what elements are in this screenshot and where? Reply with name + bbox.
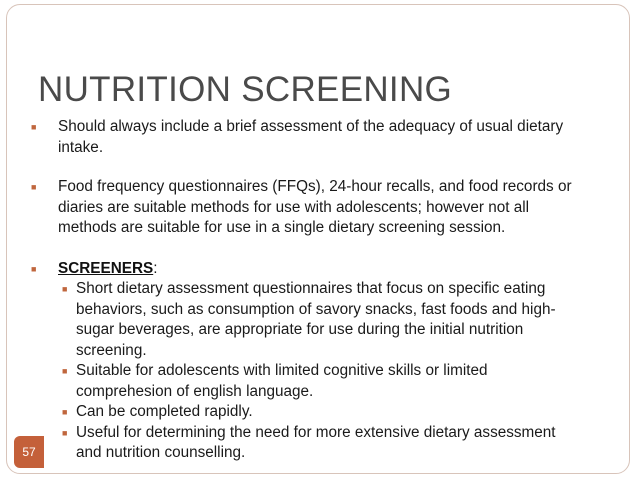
bullet-icon: ■: [62, 284, 68, 294]
sub-bullet-item: ■ Short dietary assessment questionnaires that focus on specific eating behaviors, such as consumption of savory snacks, fast foods and high- sugar beverages, are appropriate for use during the initial nutrition screening.: [62, 280, 556, 359]
bullet-item-screeners: ■ SCREENERS:: [28, 259, 608, 280]
bullet-icon: ■: [31, 122, 37, 132]
sub-bullet-item: ■ Useful for determining the need for more extensive dietary assessment and nutrition counselling.: [62, 423, 556, 461]
slide-title: NUTRITION SCREENING: [38, 70, 453, 109]
screeners-heading: SCREENERS: [58, 259, 154, 277]
bullet-icon: ■: [31, 263, 37, 274]
sub-bullet-item: ■ Can be completed rapidly.: [28, 402, 608, 423]
bullet-icon: ■: [31, 182, 37, 192]
bullet-item: ■ Food frequency questionnaires (FFQs), 24-hour recalls, and food records or diaries are suitable methods for use with adolescents; however not all methods are suitable for use in a single dietary screening session.: [31, 178, 572, 236]
sub-bullet-item: ■ Suitable for adolescents with limited cognitive skills or limited comprehesion of english language.: [62, 362, 488, 400]
bullet-icon: ■: [62, 427, 68, 438]
bullet-item: ■ Should always include a brief assessment of the adequacy of usual dietary intake.: [31, 118, 564, 156]
page-number-badge: 57: [14, 436, 44, 468]
bullet-icon: ■: [62, 366, 68, 376]
slide-body: [28, 117, 608, 464]
bullet-icon: ■: [62, 407, 68, 417]
